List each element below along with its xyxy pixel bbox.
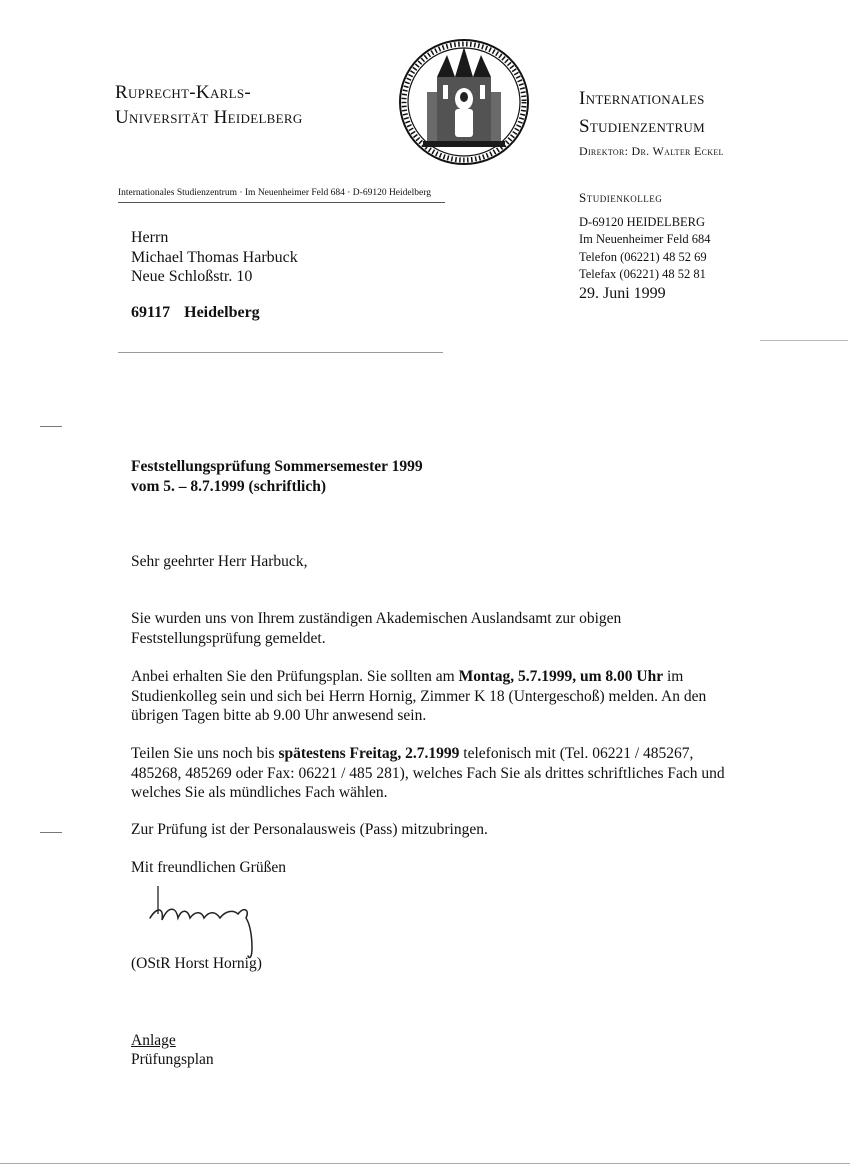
institute-name xyxy=(579,85,705,141)
return-address-rule xyxy=(118,202,445,203)
paragraph-3-text-b: telefonisch mit (Tel. 06221 / 485267, 485268, 485269 oder Fax: 06221 / 485 281), welches Fach Sie als drittes schriftliches Fach und welches Sie als mündliches Fach wählen. xyxy=(131,745,725,801)
sender-contact xyxy=(579,214,711,283)
letter-salutation: Sehr geehrter Herr Harbuck, xyxy=(131,553,308,570)
punch-mark xyxy=(40,426,62,427)
university-name xyxy=(115,80,303,130)
recipient-city: Heidelberg xyxy=(184,304,260,321)
university-line-2: Universität Heidelberg xyxy=(115,107,303,128)
institute-line-1: Internationales xyxy=(579,88,705,109)
recipient-address xyxy=(131,228,298,287)
signer-name: (OStR Horst Hornig) xyxy=(131,955,262,972)
recipient-postcode: 69117 xyxy=(131,304,171,321)
reply-deadline: spätestens Freitag, 2.7.1999 xyxy=(278,745,460,762)
institute-line-2: Studienzentrum xyxy=(579,116,705,137)
sender-postcode-city: D-69120 HEIDELBERG xyxy=(579,215,706,229)
paragraph-3 xyxy=(131,744,741,803)
paragraph-2-text-b: im Studienkolleg sein und sich bei Herrn Hornig, Zimmer K 18 (Untergeschoß) melden. An den übrigen Tagen bitte ab 9.00 Uhr anwesend sein. xyxy=(131,668,707,724)
recipient-street: Neue Schloßstr. 10 xyxy=(131,268,253,285)
punch-mark xyxy=(40,832,62,833)
subject-line-2: vom 5. – 8.7.1999 (schriftlich) xyxy=(131,478,327,495)
paragraph-1: Sie wurden uns von Ihrem zuständigen Akademischen Auslandsamt zur obigen Feststellungsprüfung gemeldet. xyxy=(131,610,622,647)
scan-mark xyxy=(760,340,848,341)
paragraph-4: Zur Prüfung ist der Personalausweis (Pass) mitzubringen. xyxy=(131,821,488,838)
attachment-label: Anlage xyxy=(131,1032,176,1049)
paragraph-2-text-a: Anbei erhalten Sie den Prüfungsplan. Sie sollten am xyxy=(131,668,459,685)
letter-subject xyxy=(131,457,423,497)
scan-edge xyxy=(0,1163,850,1164)
director-name: Direktor: Dr. Walter Eckel xyxy=(579,144,724,158)
paragraph-2 xyxy=(131,667,753,726)
university-line-1: Ruprecht-Karls- xyxy=(115,82,252,103)
letter-closing: Mit freundlichen Grüßen xyxy=(131,859,286,876)
recipient-name: Michael Thomas Harbuck xyxy=(131,248,298,266)
sender-department: Studienkolleg xyxy=(579,190,663,205)
return-address: Internationales Studienzentrum · Im Neuenheimer Feld 684 · D-69120 Heidelberg xyxy=(118,188,431,198)
sender-phone: Telefon (06221) 48 52 69 xyxy=(579,249,707,264)
attachment-item: Prüfungsplan xyxy=(131,1051,214,1068)
recipient-salutation: Herrn xyxy=(131,229,169,246)
recipient-city-line xyxy=(131,304,260,322)
sender-street: Im Neuenheimer Feld 684 xyxy=(579,232,711,247)
exam-start-date: Montag, 5.7.1999, um 8.00 Uhr xyxy=(458,668,664,685)
letter-date: 29. Juni 1999 xyxy=(579,285,666,302)
fold-mark xyxy=(118,352,443,353)
university-seal-icon xyxy=(397,37,531,167)
sender-fax: Telefax (06221) 48 52 81 xyxy=(579,266,706,281)
paragraph-3-text-a: Teilen Sie uns noch bis xyxy=(131,745,279,762)
subject-line-1: Feststellungsprüfung Sommersemester 1999 xyxy=(131,458,423,475)
